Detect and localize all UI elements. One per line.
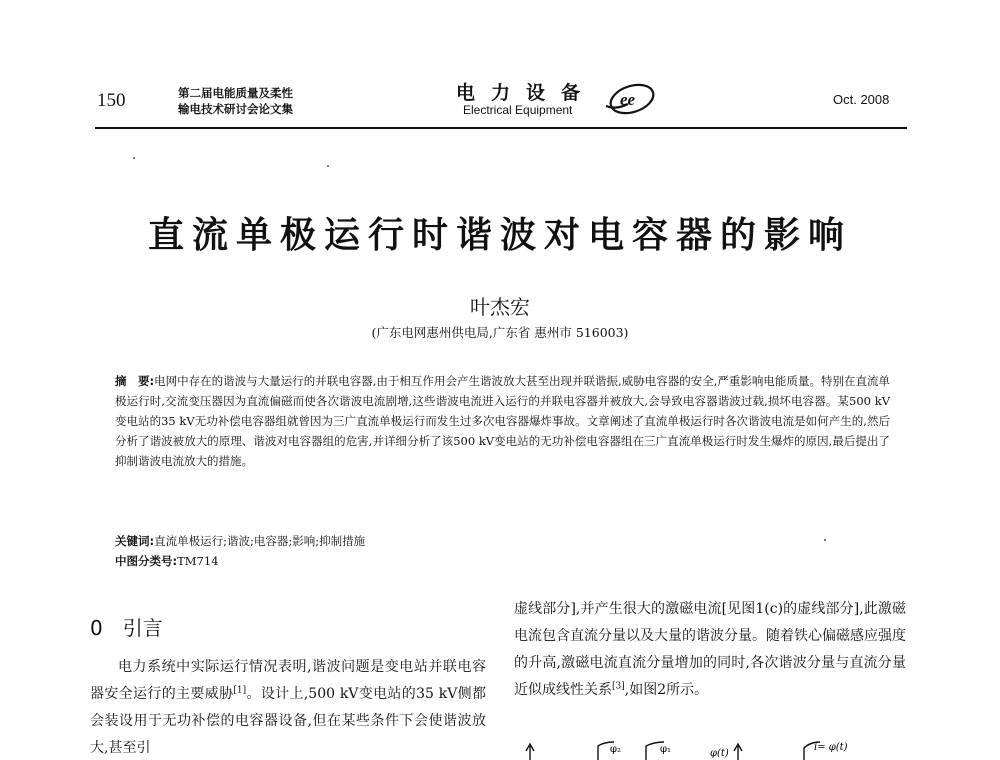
journal-title-cn: 电力设备 [456,82,597,104]
paper-title: 直流单极运行时谐波对电容器的影响 [147,214,852,256]
axis-arrow-icon [734,744,742,760]
issue-date: Oct. 2008 [833,92,890,107]
body-right-paragraph [514,596,906,704]
label-phi2: φ₂ [610,744,622,755]
journal-logo-icon [602,82,656,116]
body-left-paragraph [90,654,486,760]
author-affiliation: (广东电网惠州供电局,广东省 惠州市 516003) [371,325,629,340]
keywords-label: 关键词: [115,534,155,548]
conference-line-1: 第二届电能质量及柔性 [178,86,293,100]
classification [115,551,890,571]
classification-label: 中图分类号: [115,554,178,568]
right-text-1: 虚线部分],并产生很大的激磁电流[见图1(c)的虚线部分],此激磁电流包含直流分量以及大量的谐波分量。随着铁心偏磁感应强度的升高,激磁电流直流分量增加的同时,各次谐波分量与直流分量近似成线性关系 [514,601,906,698]
left-text-1: 电力系统中实际运行情况表明,谐波问题是变电站并联电容器安全运行的主要威胁 [90,659,486,702]
abstract [115,371,890,471]
figure-fragment [514,740,906,760]
keywords [115,531,890,551]
right-text-2: ,如图2所示。 [624,682,709,698]
keywords-text: 直流单极运行;谐波;电容器;影响;抑制措施 [154,534,366,548]
conference-line-2: 输电技术研讨会论文集 [178,102,293,116]
scan-speck [133,157,135,159]
citation-ref: [1] [233,685,247,696]
conference-name [178,85,293,117]
label-i-phi: i= φ(t) [814,742,848,753]
label-phi-t: φ(t) [710,748,729,759]
classification-code: TM714 [177,554,219,568]
scan-speck [327,165,329,167]
label-phi1: φ₁ [660,744,672,755]
citation-ref: [3] [612,681,625,692]
journal-title-en: Electrical Equipment [463,103,573,117]
axis-arrow-icon [526,744,534,760]
abstract-text: 电网中存在的谐波与大量运行的并联电容器,由于相互作用会产生谐波放大甚至出现并联谐振,威胁电容器的安全,严重影响电能质量。特别在直流单极运行时,交流变压器因为直流偏磁而使各次谐波电流剧增,这些谐波电流进入运行的并联电容器并被放大,会导致电容器谐波过载,损坏电容器。某500 kV变电站的35 kV无功补偿电容器组就曾因为三广直流单极运行而发生过多次电容器爆炸事故。文章阐述了直流单极运行时各次谐波电流是如何产生的,然后分析了谐波被放大的原理、谐波对电容器组的危害,并详细分析了该500 kV变电站的无功补偿电容器组在三广直流单极运行时发生爆炸的原因,最后提出了抑制谐波电流放大的措施。 [115,374,890,468]
author-name: 叶杰宏 [470,295,530,319]
page-number: 150 [97,90,126,111]
left-text-2: 。设计上,500 kV变电站的35 kV侧都会装设用于无功补偿的电容器设备,但在某些条件下会使谐波放大,甚至引 [90,686,486,756]
section-heading: 0 引言 [90,616,163,640]
abstract-label: 摘 要: [115,374,155,388]
header-rule [95,127,907,129]
logo-text: ee [620,90,636,109]
